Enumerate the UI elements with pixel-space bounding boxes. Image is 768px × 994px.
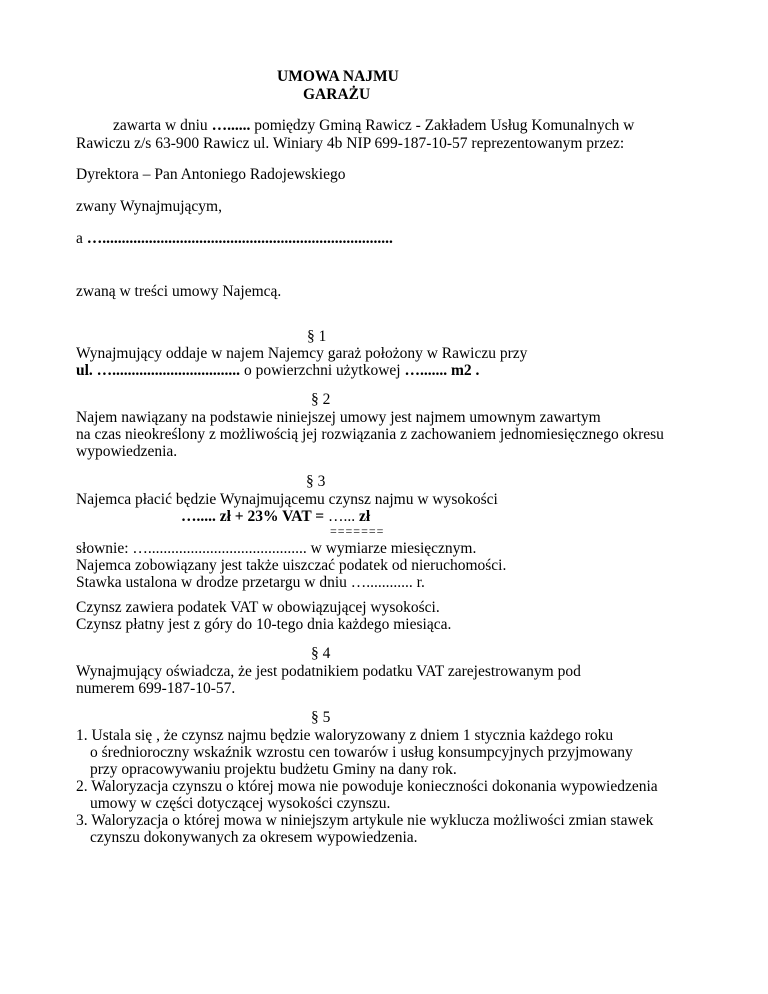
s5-item-3-line-2: czynszu dokonywanych za okresem wypowiedzenia.	[90, 829, 418, 846]
s3-line-1: Najemca płacić będzie Wynajmującemu czynsz najmu w wysokości	[76, 491, 498, 508]
landlord-called: zwany Wynajmującym,	[76, 198, 222, 215]
intro-rest: pomiędzy Gminą Rawicz - Zakładem Usług Komunalnych w	[254, 117, 635, 134]
s5-item-2-line-2: umowy w części dotyczącej wysokości czynszu.	[90, 795, 391, 812]
tenant-called: zwaną w treści umowy Najemcą.	[76, 283, 282, 300]
intro-line-1	[113, 117, 634, 135]
s2-line-3: wypowiedzenia.	[76, 443, 178, 460]
s3-vat: Czynsz zawiera podatek VAT w obowiązującej wysokości.	[76, 599, 440, 616]
street-blank: ul. ….................................	[76, 362, 241, 379]
title-line-2: GARAŻU	[303, 86, 371, 103]
area-value: …....... m2 .	[404, 362, 480, 379]
s5-heading: § 5	[311, 709, 331, 726]
tenant-line	[76, 230, 393, 248]
s5-item-3-line-1: 3. Waloryzacja o której mowa w niniejszym artykule nie wyklucza możliwości zmian stawek	[76, 812, 654, 829]
s3-words: słownie: …......................................... w wymiarze miesięcznym.	[76, 540, 477, 557]
tenant-blank: …...........................................................................	[86, 230, 393, 247]
s4-line-1: Wynajmujący oświadcza, że jest podatnikiem podatku VAT zarejestrowanym pod	[76, 663, 581, 680]
s3-rate: Stawka ustalona w drodze przetargu w dniu …............ r.	[76, 574, 425, 591]
area-text: o powierzchni użytkowej	[243, 362, 401, 379]
equals-underline: =======	[330, 524, 385, 538]
director-line: Dyrektora – Pan Antoniego Radojewskiego	[76, 166, 346, 183]
tenant-prefix: a	[76, 230, 83, 247]
s5-item-1-line-2: o średnioroczny wskaźnik wzrostu cen towarów i usług konsumpcyjnych przyjmowany	[90, 744, 633, 761]
s5-item-1-line-3: przy opracowywaniu projektu budżetu Gminy na dany rok.	[90, 761, 457, 778]
title-line-1: UMOWA NAJMU	[277, 68, 399, 85]
s2-line-1: Najem nawiązany na podstawie niniejszej umowy jest najmem umownym zawartym	[76, 409, 601, 426]
s5-item-1-line-1: 1. Ustala się , że czynsz najmu będzie waloryzowany z dniem 1 stycznia każdego roku	[76, 727, 614, 744]
s4-heading: § 4	[311, 645, 331, 662]
s1-heading: § 1	[307, 328, 327, 345]
s5-item-2-line-1: 2. Waloryzacja czynszu o której mowa nie powoduje konieczności dokonania wypowiedzenia	[76, 778, 658, 795]
date-blank: …......	[211, 117, 251, 134]
s3-payable: Czynsz płatny jest z góry do 10-tego dnia każdego miesiąca.	[76, 616, 452, 633]
amount-currency: zł	[359, 508, 371, 525]
amount-net: …..... zł + 23% VAT =	[181, 508, 325, 525]
s3-tax: Najemca zobowiązany jest także uiszczać podatek od nieruchomości.	[76, 557, 507, 574]
s4-line-2: numerem 699-187-10-57.	[76, 680, 236, 697]
intro-prefix: zawarta w dniu	[113, 117, 208, 134]
s3-heading: § 3	[306, 473, 326, 490]
s1-line-1: Wynajmujący oddaje w najem Najemcy garaż położony w Rawiczu przy	[76, 345, 528, 362]
s1-line-2	[76, 362, 479, 380]
s2-line-2: na czas nieokreślony z możliwością jej rozwiązania z zachowaniem jednomiesięcznego okresu	[76, 426, 664, 443]
intro-line-2: Rawiczu z/s 63-900 Rawicz ul. Winiary 4b NIP 699-187-10-57 reprezentowanym przez:	[76, 135, 625, 152]
s2-heading: § 2	[311, 391, 331, 408]
amount-gross: …...	[328, 508, 356, 525]
